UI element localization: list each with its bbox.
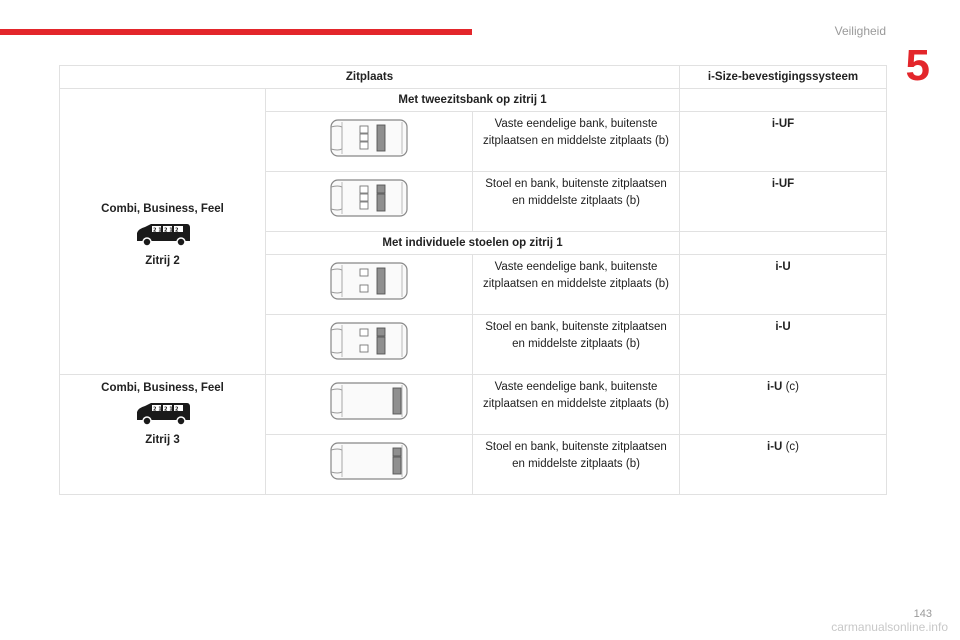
system-cell xyxy=(680,315,887,375)
page-number: 143 xyxy=(913,608,932,620)
car-diagram-cell xyxy=(266,375,473,435)
subhead-empty xyxy=(680,232,887,255)
subhead-empty xyxy=(680,89,887,112)
isize-table xyxy=(59,65,887,495)
config-row-label: Zitrij 3 xyxy=(145,434,180,446)
row-description: Stoel en bank, buitenste zitplaatsen en middelste zitplaats (b) xyxy=(473,172,680,232)
table-row xyxy=(60,375,887,435)
system-cell xyxy=(680,375,887,435)
subhead-bench: Met tweezitsbank op zitrij 1 xyxy=(266,89,680,112)
car-diagram-cell xyxy=(266,172,473,232)
row-description: Stoel en bank, buitenste zitplaatsen en middelste zitplaats (b) xyxy=(473,315,680,375)
car-top-view-icon xyxy=(328,117,410,159)
system-cell xyxy=(680,435,887,495)
svg-text:2 1: 2 1 xyxy=(163,406,173,413)
table-header-row xyxy=(60,66,887,89)
system-code: i-UF xyxy=(771,118,795,130)
svg-text:2 1: 2 1 xyxy=(152,227,162,234)
car-top-view-icon xyxy=(328,380,410,422)
van-side-icon xyxy=(133,400,193,428)
row-description: Vaste eendelige bank, buitenste zitplaatsen en middelste zitplaats (b) xyxy=(473,375,680,435)
chapter-number: 5 xyxy=(905,41,930,90)
config-row-label: Zitrij 2 xyxy=(145,255,180,267)
car-diagram-cell xyxy=(266,112,473,172)
svg-text:2: 2 xyxy=(174,227,178,234)
watermark: carmanualsonline.info xyxy=(831,620,948,634)
system-code: i-UF xyxy=(771,178,795,190)
row-description: Stoel en bank, buitenste zitplaatsen en middelste zitplaats (b) xyxy=(473,435,680,495)
car-top-view-icon xyxy=(328,177,410,219)
section-title: Veiligheid xyxy=(834,24,886,38)
header-red-bar xyxy=(0,29,472,35)
system-code: i-U xyxy=(767,441,783,453)
system-code: i-U xyxy=(767,381,783,393)
system-note: (c) xyxy=(785,381,799,393)
svg-text:2: 2 xyxy=(174,406,178,413)
config-cell-row3 xyxy=(60,375,266,495)
config-name: Combi, Business, Feel xyxy=(101,382,224,394)
config-cell-row2 xyxy=(60,89,266,375)
car-top-view-icon xyxy=(328,320,410,362)
table-row xyxy=(60,89,887,112)
system-cell xyxy=(680,112,887,172)
system-code: i-U xyxy=(775,261,791,273)
svg-text:2 1: 2 1 xyxy=(163,227,173,234)
row-description: Vaste eendelige bank, buitenste zitplaatsen en middelste zitplaats (b) xyxy=(473,112,680,172)
van-side-icon xyxy=(133,221,193,249)
system-cell xyxy=(680,172,887,232)
car-top-view-icon xyxy=(328,440,410,482)
svg-text:2 1: 2 1 xyxy=(152,406,162,413)
car-diagram-cell xyxy=(266,435,473,495)
system-code: i-U xyxy=(775,321,791,333)
car-diagram-cell xyxy=(266,315,473,375)
row-description: Vaste eendelige bank, buitenste zitplaatsen en middelste zitplaats (b) xyxy=(473,255,680,315)
system-cell xyxy=(680,255,887,315)
config-name: Combi, Business, Feel xyxy=(101,203,224,215)
car-diagram-cell xyxy=(266,255,473,315)
col-header-system: i-Size-bevestigingssysteem xyxy=(680,66,887,89)
col-header-seat: Zitplaats xyxy=(60,66,680,89)
subhead-individual: Met individuele stoelen op zitrij 1 xyxy=(266,232,680,255)
system-note: (c) xyxy=(785,441,799,453)
car-top-view-icon xyxy=(328,260,410,302)
